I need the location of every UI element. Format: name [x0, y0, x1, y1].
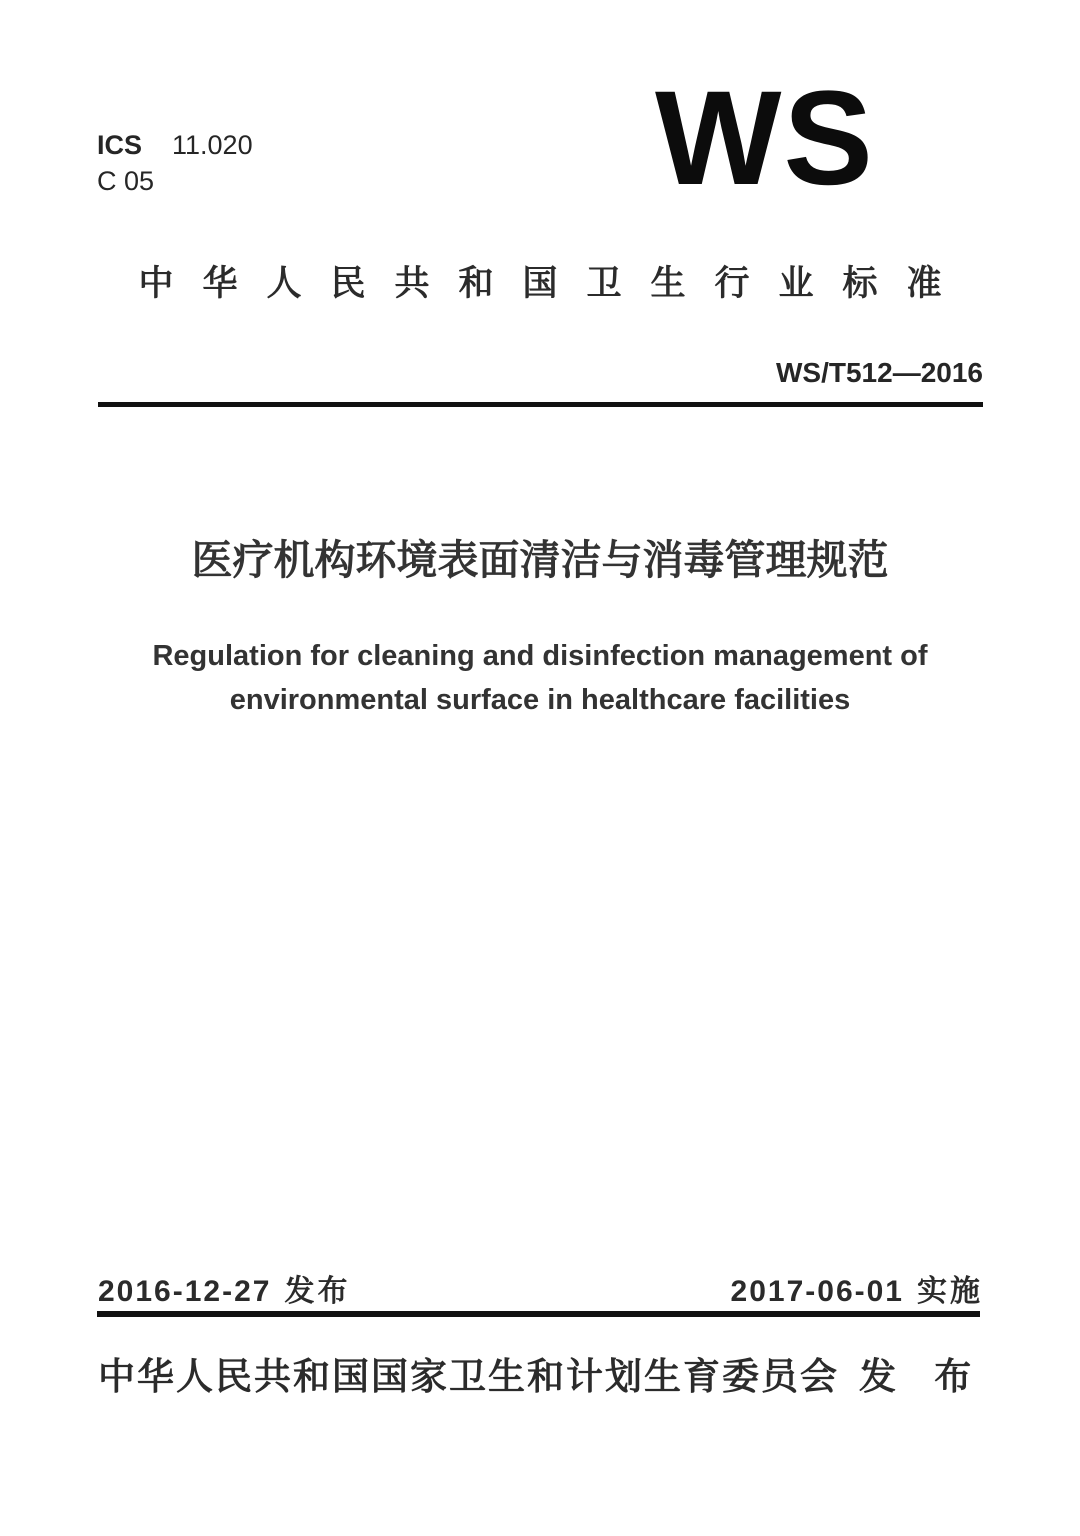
ics-class-code: C 05 — [97, 166, 155, 196]
document-title-en-line1: Regulation for cleaning and disinfection management of — [152, 640, 928, 672]
issue-date: 2016-12-27 — [98, 1275, 272, 1308]
ics-line — [97, 128, 253, 162]
standard-number: WS/T512—2016 — [776, 357, 983, 388]
ws-logo: WS — [655, 64, 875, 213]
implementation-label: 实施 — [917, 1275, 983, 1308]
standard-type-heading: 中华人民共和国卫生行业标准 — [138, 264, 971, 303]
issue-date-group — [98, 1266, 350, 1310]
implementation-date: 2017-06-01 — [730, 1275, 904, 1308]
ics-label: ICS — [97, 130, 143, 160]
ics-block — [97, 128, 253, 198]
document-title-en-line2: environmental surface in healthcare facilities — [229, 684, 851, 716]
top-rule — [98, 402, 983, 407]
issuer-row — [98, 1346, 986, 1400]
publish-label: 发 布 — [859, 1356, 986, 1397]
ics-value: 11.020 — [172, 130, 253, 160]
document-title-zh: 医疗机构环境表面清洁与消毒管理规范 — [191, 537, 889, 583]
dates-row — [98, 1266, 983, 1310]
issuer-name: 中华人民共和国国家卫生和计划生育委员会 — [98, 1356, 839, 1397]
document-title-en — [0, 634, 1080, 722]
bottom-rule — [97, 1311, 980, 1317]
issue-label: 发布 — [284, 1275, 351, 1308]
implementation-date-group — [731, 1266, 983, 1310]
